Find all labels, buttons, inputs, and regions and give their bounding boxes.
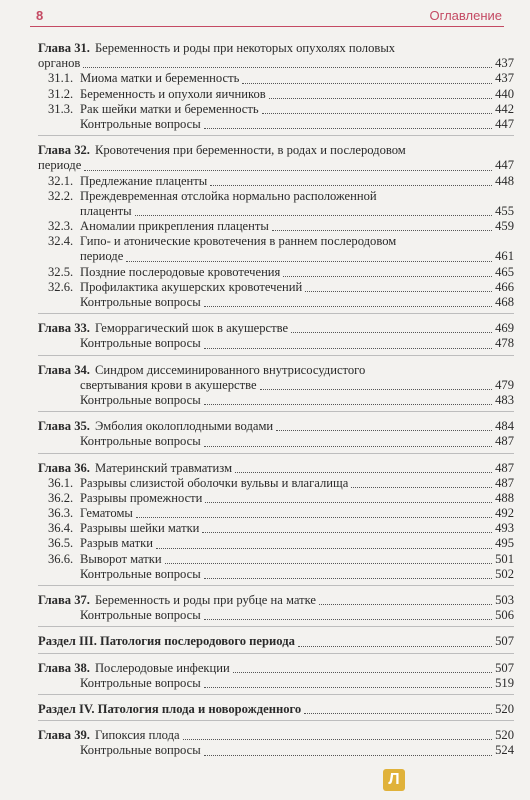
toc-entry[interactable] xyxy=(38,363,514,378)
entry-title: Преждевременная отслойка нормально расположенной xyxy=(80,188,377,203)
chapter-label: Глава 33. xyxy=(38,321,90,336)
toc-group xyxy=(38,728,514,761)
dot-leader xyxy=(233,671,492,673)
dot-leader xyxy=(210,184,492,186)
dot-leader xyxy=(291,331,492,333)
toc-entry[interactable] xyxy=(38,728,514,743)
entry-title: периоде xyxy=(38,158,82,173)
page-ref: 455 xyxy=(495,203,514,218)
page-ref: 487 xyxy=(495,434,514,449)
page-number: 8 xyxy=(36,8,44,23)
toc-entry[interactable] xyxy=(38,41,514,56)
entry-title: Синдром диссеминированного внутрисосудистого xyxy=(94,362,366,377)
dot-leader xyxy=(204,127,492,129)
chapter-label: Глава 32. xyxy=(38,143,90,158)
dot-leader xyxy=(83,66,492,68)
entry-title: Гипоксия плода xyxy=(94,728,180,743)
page-ref: 520 xyxy=(495,701,514,716)
toc-entry[interactable] xyxy=(38,102,514,117)
dot-leader xyxy=(304,712,492,714)
page-ref: 492 xyxy=(495,506,514,521)
dot-leader xyxy=(298,645,492,647)
toc-entry[interactable] xyxy=(38,567,514,582)
page-ref: 519 xyxy=(495,675,514,690)
page-ref: 524 xyxy=(495,743,514,758)
dot-leader xyxy=(204,686,492,688)
section-number: 32.6. xyxy=(48,279,74,294)
dot-leader xyxy=(269,97,492,99)
page-ref: 465 xyxy=(495,264,514,279)
page-ref: 478 xyxy=(495,336,514,351)
section-number: 31.2. xyxy=(48,86,74,101)
part-title: Раздел III. Патология послеродового периода xyxy=(38,634,295,649)
toc-group xyxy=(38,593,514,627)
page-ref: 469 xyxy=(495,321,514,336)
toc-entry[interactable] xyxy=(38,702,514,717)
toc-entry[interactable] xyxy=(38,378,514,393)
entry-title: Контрольные вопросы xyxy=(80,566,201,581)
entry-title: Материнский травматизм xyxy=(94,460,233,475)
entry-title: Контрольные вопросы xyxy=(80,392,201,407)
toc-entry[interactable] xyxy=(38,117,514,132)
entry-title: Контрольные вопросы xyxy=(80,608,201,623)
dot-leader xyxy=(165,562,493,564)
toc-group xyxy=(38,363,514,413)
section-number: 32.1. xyxy=(48,173,74,188)
part-title: Раздел IV. Патология плода и новорожденного xyxy=(38,701,302,716)
toc-entry[interactable] xyxy=(38,249,514,264)
entry-title: Беременность и опухоли яичников xyxy=(80,86,266,101)
toc-group xyxy=(38,321,514,355)
chapter-label: Глава 36. xyxy=(38,460,90,475)
toc-entry[interactable] xyxy=(38,461,514,476)
dot-leader xyxy=(183,738,493,740)
entry-title: Разрыв матки xyxy=(80,536,153,551)
toc-entry[interactable] xyxy=(38,295,514,310)
dot-leader xyxy=(135,214,492,216)
toc-group xyxy=(38,661,514,695)
toc-entry[interactable] xyxy=(38,743,514,758)
dot-leader xyxy=(235,471,492,473)
page-ref: 483 xyxy=(495,392,514,407)
toc-entry[interactable] xyxy=(38,593,514,608)
toc-entry[interactable] xyxy=(38,661,514,676)
entry-title: Аномалии прикрепления плаценты xyxy=(80,219,269,234)
dot-leader xyxy=(126,260,492,262)
toc-group xyxy=(38,634,514,653)
toc-entry[interactable] xyxy=(38,280,514,295)
dot-leader xyxy=(136,516,492,518)
page-ref: 506 xyxy=(495,608,514,623)
toc-group xyxy=(38,419,514,453)
page-ref: 503 xyxy=(495,593,514,607)
toc-entry[interactable] xyxy=(38,56,514,71)
section-number: 32.2. xyxy=(48,188,74,203)
dot-leader xyxy=(84,169,492,171)
toc-entry[interactable] xyxy=(38,174,514,189)
toc-group xyxy=(38,461,514,587)
table-of-contents xyxy=(38,41,514,769)
page-ref: 447 xyxy=(495,116,514,131)
dot-leader xyxy=(276,429,492,431)
dot-leader xyxy=(351,486,492,488)
dot-leader xyxy=(319,603,492,605)
page-ref: 520 xyxy=(495,728,514,743)
page-ref: 468 xyxy=(495,295,514,309)
section-number: 36.4. xyxy=(48,521,74,536)
entry-title: Беременность и роды при некоторых опухолях половых xyxy=(94,41,396,55)
toc-entry[interactable] xyxy=(38,87,514,102)
dot-leader xyxy=(202,531,492,533)
entry-title: Гипо- и атонические кровотечения в раннем послеродовом xyxy=(80,234,397,249)
entry-title: плаценты xyxy=(80,203,132,218)
dot-leader xyxy=(262,112,492,114)
page-ref: 502 xyxy=(495,566,514,581)
entry-title: Выворот матки xyxy=(80,551,162,566)
dot-leader xyxy=(272,229,492,231)
entry-title: Разрывы промежности xyxy=(80,490,203,505)
entry-title: Рак шейки матки и беременность xyxy=(80,101,259,116)
entry-title: Беременность и роды при рубце на матке xyxy=(94,593,317,607)
entry-title: Разрывы слизистой оболочки вульвы и влагалища xyxy=(80,475,349,490)
dot-leader xyxy=(260,388,493,390)
toc-entry[interactable] xyxy=(38,552,514,567)
page-ref: 487 xyxy=(495,460,514,475)
dot-leader xyxy=(204,403,492,405)
chapter-label: Глава 37. xyxy=(38,593,90,607)
entry-title: Профилактика акушерских кровотечений xyxy=(80,279,303,294)
toc-entry[interactable] xyxy=(38,608,514,623)
entry-title: периоде xyxy=(80,249,124,264)
toc-entry[interactable] xyxy=(38,536,514,551)
toc-entry[interactable] xyxy=(38,521,514,536)
entry-title: Гематомы xyxy=(80,506,133,521)
page-ref: 501 xyxy=(495,551,514,566)
page-ref: 479 xyxy=(495,377,514,392)
page-ref: 437 xyxy=(495,56,514,71)
entry-title: органов xyxy=(38,56,81,71)
dot-leader xyxy=(204,347,492,349)
toc-entry[interactable] xyxy=(38,676,514,691)
page-ref: 487 xyxy=(495,475,514,490)
toc-entry[interactable] xyxy=(38,434,514,449)
entry-title: Контрольные вопросы xyxy=(80,434,201,449)
page-header xyxy=(30,4,504,27)
dot-leader xyxy=(205,501,492,503)
toc-entry[interactable] xyxy=(38,219,514,234)
entry-title: свертывания крови в акушерстве xyxy=(80,377,257,392)
chapter-label: Глава 31. xyxy=(38,41,90,55)
page-ref: 461 xyxy=(495,249,514,264)
page-ref: 488 xyxy=(495,490,514,505)
page-ref: 493 xyxy=(495,521,514,536)
section-number: 36.2. xyxy=(48,490,74,505)
toc-entry[interactable] xyxy=(38,189,514,204)
dot-leader xyxy=(204,305,492,307)
toc-entry[interactable] xyxy=(38,234,514,249)
section-number: 32.3. xyxy=(48,219,74,234)
toc-entry[interactable] xyxy=(38,158,514,173)
chapter-label: Глава 39. xyxy=(38,728,90,743)
toc-entry[interactable] xyxy=(38,71,514,86)
page-ref: 507 xyxy=(495,660,514,675)
toc-entry[interactable] xyxy=(38,336,514,351)
running-title: Оглавление xyxy=(429,8,502,23)
dot-leader xyxy=(283,275,492,277)
page-ref: 440 xyxy=(495,86,514,101)
chapter-label: Глава 38. xyxy=(38,660,90,675)
entry-title: Поздние послеродовые кровотечения xyxy=(80,264,281,279)
section-number: 32.4. xyxy=(48,234,74,249)
entry-title: Геморрагический шок в акушерстве xyxy=(94,321,289,336)
dot-leader xyxy=(156,547,492,549)
entry-title: Контрольные вопросы xyxy=(80,116,201,131)
dot-leader xyxy=(204,754,492,756)
toc-group xyxy=(38,702,514,721)
page-ref: 437 xyxy=(495,71,514,86)
toc-entry[interactable] xyxy=(38,419,514,434)
section-number: 36.5. xyxy=(48,536,74,551)
dot-leader xyxy=(204,577,492,579)
dot-leader xyxy=(242,82,492,84)
page-ref: 442 xyxy=(495,101,514,116)
section-number: 31.3. xyxy=(48,101,74,116)
toc-entry[interactable] xyxy=(38,634,514,649)
page-ref: 448 xyxy=(495,173,514,188)
toc-group xyxy=(38,143,514,314)
entry-title: Кровотечения при беременности, в родах и послеродовом xyxy=(94,143,406,158)
toc-entry[interactable] xyxy=(38,506,514,521)
page-ref: 495 xyxy=(495,536,514,551)
toc-entry[interactable] xyxy=(38,143,514,158)
entry-title: Эмболия околоплодными водами xyxy=(94,419,274,434)
page-ref: 447 xyxy=(495,158,514,173)
section-number: 31.1. xyxy=(48,71,74,86)
chapter-label: Глава 35. xyxy=(38,419,90,434)
entry-title: Контрольные вопросы xyxy=(80,743,201,758)
entry-title: Разрывы шейки матки xyxy=(80,521,200,536)
toc-entry[interactable] xyxy=(38,321,514,336)
toc-entry[interactable] xyxy=(38,491,514,506)
dot-leader xyxy=(204,445,492,447)
chapter-label: Глава 34. xyxy=(38,362,90,377)
section-number: 36.6. xyxy=(48,551,74,566)
entry-title: Послеродовые инфекции xyxy=(94,660,230,675)
page-ref: 507 xyxy=(495,634,514,649)
section-number: 36.1. xyxy=(48,475,74,490)
toc-entry[interactable] xyxy=(38,476,514,491)
toc-group xyxy=(38,41,514,136)
entry-title: Контрольные вопросы xyxy=(80,336,201,351)
entry-title: Контрольные вопросы xyxy=(80,295,201,309)
toc-entry[interactable] xyxy=(38,204,514,219)
section-number: 32.5. xyxy=(48,264,74,279)
entry-title: Контрольные вопросы xyxy=(80,675,201,690)
entry-title: Предлежание плаценты xyxy=(80,173,208,188)
entry-title: Миома матки и беременность xyxy=(80,71,240,86)
dot-leader xyxy=(204,618,492,620)
dot-leader xyxy=(305,290,492,292)
section-number: 36.3. xyxy=(48,506,74,521)
toc-entry[interactable] xyxy=(38,393,514,408)
publisher-watermark-logo: Л xyxy=(383,769,405,791)
page-ref: 459 xyxy=(495,219,514,234)
page-ref: 466 xyxy=(495,279,514,294)
page-ref: 484 xyxy=(495,419,514,434)
toc-entry[interactable] xyxy=(38,265,514,280)
